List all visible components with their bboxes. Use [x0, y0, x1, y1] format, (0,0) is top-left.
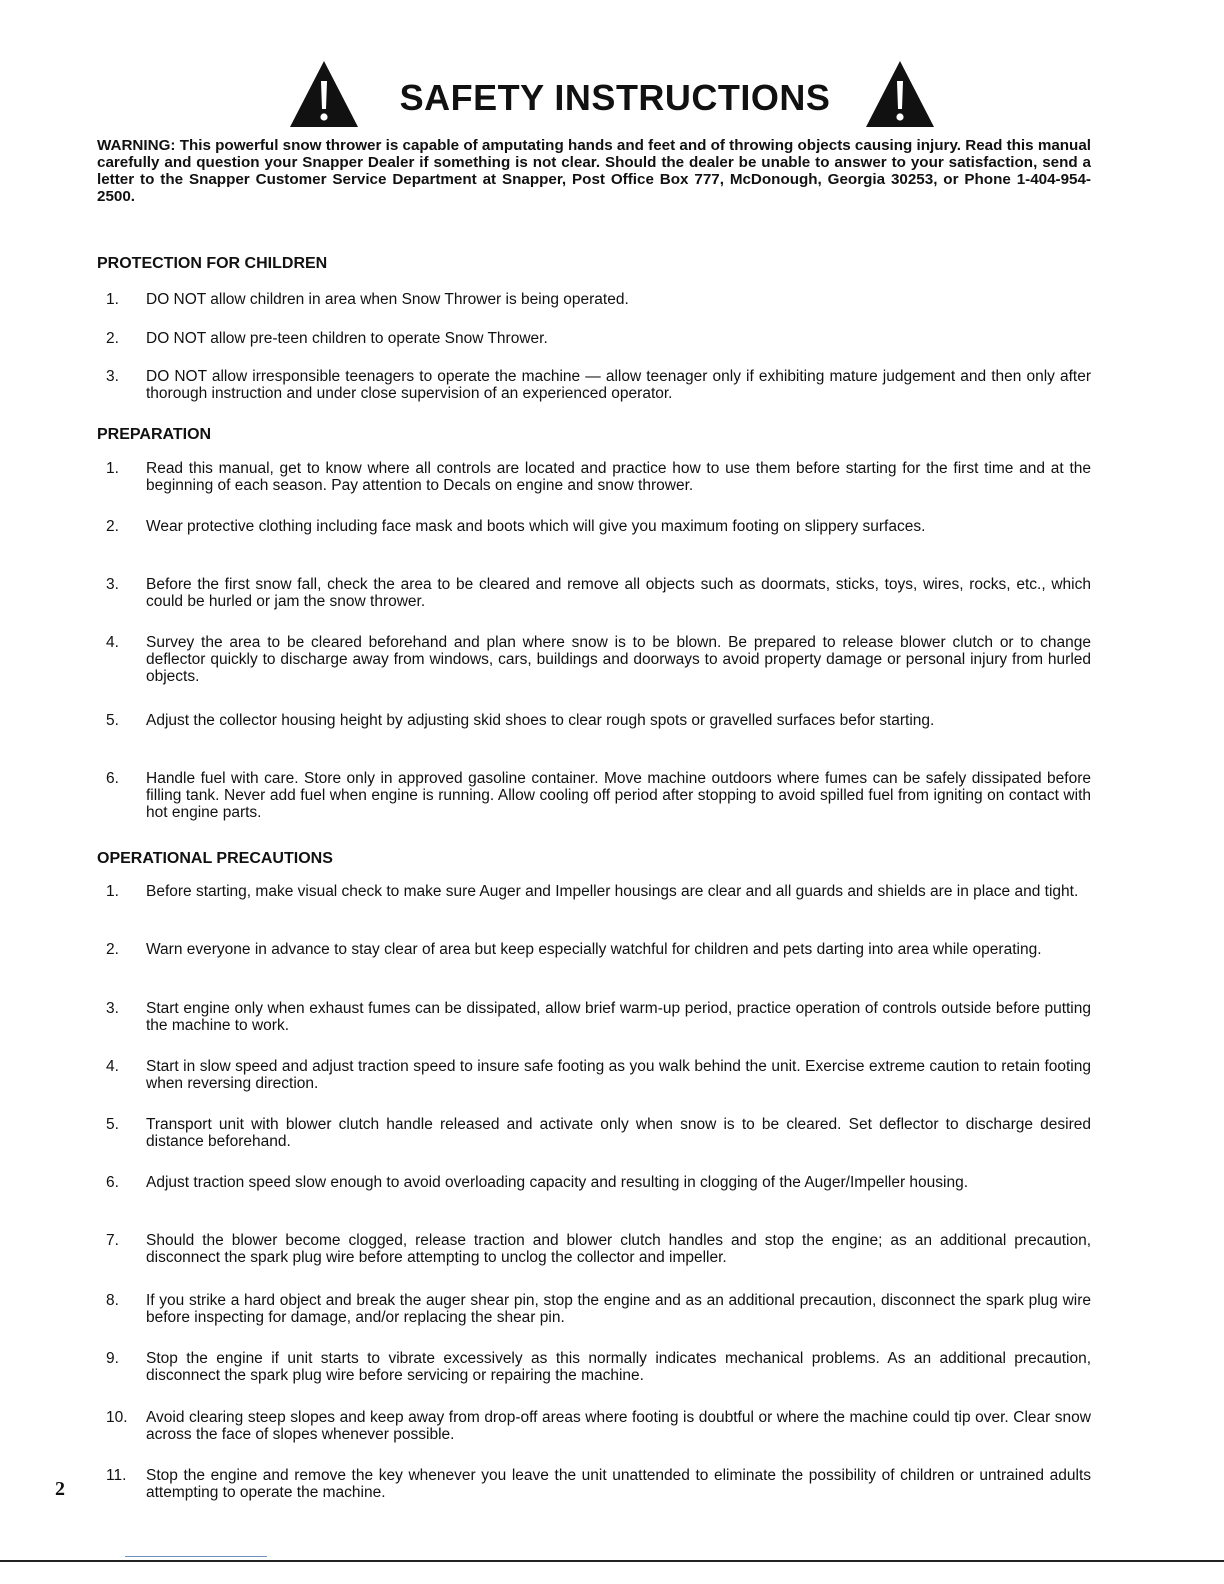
list-item-number: 8.	[106, 1292, 119, 1309]
list-item	[106, 330, 1091, 347]
list-item-text: DO NOT allow irresponsible teenagers to operate the machine — allow teenager only if exhibiting mature judgement and then only after thorough instruction and under close supervision of an experienced operator.	[146, 368, 1091, 402]
list-item	[106, 1467, 1091, 1501]
list-item	[106, 1232, 1091, 1266]
list-item-text: Handle fuel with care. Store only in approved gasoline container. Move machine outdoors where fumes can be safely dissipated before filling tank. Never add fuel when engine is running. Allow cooling off period after stopping to avoid spilled fuel from igniting on contact with hot engine parts.	[146, 770, 1091, 821]
list-item-number: 2.	[106, 330, 119, 347]
list-item	[106, 770, 1091, 821]
list-item	[106, 1000, 1091, 1034]
title-row	[0, 58, 1224, 130]
list-item-text: Before starting, make visual check to make sure Auger and Impeller housings are clear and all guards and shields are in place and tight.	[146, 883, 1079, 900]
list-item-text: Adjust the collector housing height by adjusting skid shoes to clear rough spots or gravelled surfaces befor starting.	[146, 712, 935, 729]
list-item	[106, 291, 1091, 308]
list-item-text: Before the first snow fall, check the area to be cleared and remove all objects such as doormats, sticks, toys, wires, rocks, etc., which could be hurled or jam the snow thrower.	[146, 576, 1091, 610]
list-item-text: If you strike a hard object and break the auger shear pin, stop the engine and as an additional precaution, disconnect the spark plug wire before inspecting for damage, and/or replacing the shear pin.	[146, 1292, 1091, 1326]
warning-triangle-icon	[288, 59, 360, 129]
list-item-number: 11.	[106, 1467, 127, 1484]
divider	[0, 1560, 1224, 1562]
list-item-number: 3.	[106, 576, 119, 593]
list-item-text: DO NOT allow pre-teen children to operate Snow Thrower.	[146, 330, 548, 347]
list-item	[106, 1174, 1091, 1191]
list-item-text: DO NOT allow children in area when Snow Thrower is being operated.	[146, 291, 629, 308]
section-heading-protection-for-children: PROTECTION FOR CHILDREN	[97, 255, 328, 272]
list-item-text: Should the blower become clogged, release traction and blower clutch handles and stop the engine; as an additional precaution, disconnect the spark plug wire before attempting to unclog the collector and impeller.	[146, 1232, 1091, 1266]
list-item	[106, 576, 1091, 610]
warning-triangle-icon	[864, 59, 936, 129]
page-number: 2	[55, 1478, 65, 1500]
list-item-number: 6.	[106, 1174, 119, 1191]
list-item	[106, 883, 1091, 900]
list-item-text: Warn everyone in advance to stay clear of area but keep especially watchful for children and pets darting into area while operating.	[146, 941, 1042, 958]
list-item	[106, 1292, 1091, 1326]
list-item-number: 5.	[106, 712, 119, 729]
list-item	[106, 712, 1091, 729]
list-item-number: 1.	[106, 883, 119, 900]
list-item	[106, 941, 1091, 958]
list-item-text: Avoid clearing steep slopes and keep away from drop-off areas where footing is doubtful or where the machine could tip over. Clear snow across the face of slopes whenever possible.	[146, 1409, 1091, 1443]
list-item-text: Stop the engine and remove the key whenever you leave the unit unattended to eliminate the possibility of children or untrained adults attempting to operate the machine.	[146, 1467, 1091, 1501]
list-item-number: 6.	[106, 770, 119, 787]
list-item	[106, 1058, 1091, 1092]
list-item	[106, 518, 1091, 535]
list-item-number: 4.	[106, 1058, 119, 1075]
list-item-number: 1.	[106, 291, 119, 308]
list-item	[106, 460, 1091, 494]
list-item	[106, 634, 1091, 685]
page-title: SAFETY INSTRUCTIONS	[399, 77, 831, 118]
list-item-text: Read this manual, get to know where all controls are located and practice how to use them before starting for the first time and at the beginning of each season. Pay attention to Decals on engine and snow thrower.	[146, 460, 1091, 494]
list-item	[106, 1116, 1091, 1150]
list-item-number: 7.	[106, 1232, 119, 1249]
list-item-number: 3.	[106, 368, 119, 385]
list-item-text: Transport unit with blower clutch handle released and activate only when snow is to be cleared. Set deflector to discharge desired distance beforehand.	[146, 1116, 1091, 1150]
list-item-text: Adjust traction speed slow enough to avoid overloading capacity and resulting in clogging of the Auger/Impeller housing.	[146, 1174, 969, 1191]
list-item-number: 4.	[106, 634, 119, 651]
section-heading-preparation: PREPARATION	[97, 426, 212, 443]
list-item-number: 9.	[106, 1350, 119, 1367]
list-item	[106, 1350, 1091, 1384]
list-item-number: 1.	[106, 460, 119, 477]
list-item-number: 2.	[106, 941, 119, 958]
list-item-text: Start engine only when exhaust fumes can be dissipated, allow brief warm-up period, practice operation of controls outside before putting the machine to work.	[146, 1000, 1091, 1034]
list-item-text: Stop the engine if unit starts to vibrate excessively as this normally indicates mechanical problems. As an additional precaution, disconnect the spark plug wire before servicing or repairing the machine.	[146, 1350, 1091, 1384]
divider	[125, 1556, 267, 1557]
list-item-text: Start in slow speed and adjust traction speed to insure safe footing as you walk behind the unit. Exercise extreme caution to retain footing when reversing direction.	[146, 1058, 1091, 1092]
list-item-number: 10.	[106, 1409, 128, 1426]
list-item	[106, 1409, 1091, 1443]
list-item	[106, 368, 1091, 402]
list-item-text: Survey the area to be cleared beforehand and plan where snow is to be blown. Be prepared to release blower clutch or to change deflector quickly to discharge away from windows, cars, buildings and doorways to avoid property damage or personal injury from hurled objects.	[146, 634, 1091, 685]
list-item-number: 2.	[106, 518, 119, 535]
list-item-text: Wear protective clothing including face mask and boots which will give you maximum footing on slippery surfaces.	[146, 518, 926, 535]
list-item-number: 5.	[106, 1116, 119, 1133]
warning-paragraph: WARNING: This powerful snow thrower is capable of amputating hands and feet and of throwing objects causing injury. Read this manual carefully and question your Snapper Dealer if something is not clear. Should the dealer be unable to answer to your satisfaction, send a letter to the Snapper Customer Service Department at Snapper, Post Office Box 777, McDonough, Georgia 30253, or Phone 1-404-954-2500.	[97, 137, 1091, 205]
list-item-number: 3.	[106, 1000, 119, 1017]
section-heading-operational-precautions: OPERATIONAL PRECAUTIONS	[97, 850, 333, 867]
